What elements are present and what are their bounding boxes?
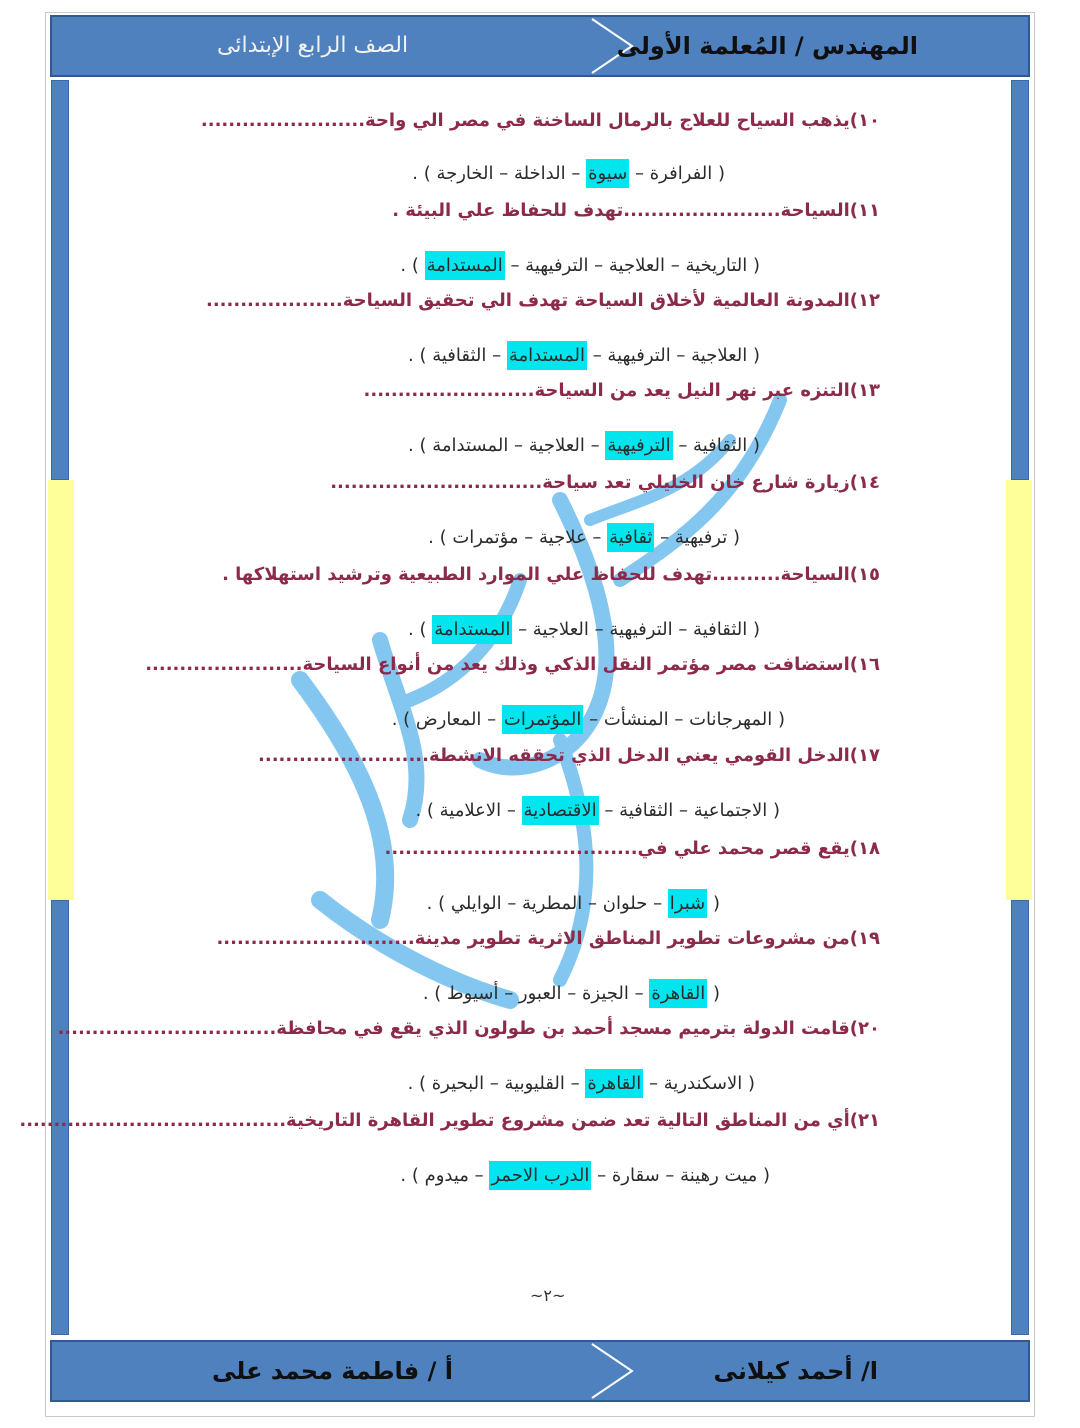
options-20	[408, 1073, 755, 1094]
options-text: ) .	[400, 255, 425, 276]
options-text: – المعارض ) .	[391, 709, 502, 730]
options-text: ( ترفيهية –	[654, 527, 740, 548]
options-text: ( العلاجية – الترفيهية –	[586, 345, 760, 366]
answer-highlight: المؤتمرات	[502, 705, 583, 734]
options-18	[427, 893, 720, 914]
options-text: ( الثقافية –	[672, 435, 760, 456]
answer-highlight: المستدامة	[432, 615, 512, 644]
right-side-strip-top	[1011, 80, 1029, 480]
footer-divider-chevron	[572, 1342, 662, 1400]
question-18: ١٨)يقع قصر محمد علي في.....................................	[384, 838, 880, 859]
options-text: – الاعلامية ) .	[415, 800, 522, 821]
questions-area	[19, 0, 980, 1300]
left-side-strip-top	[51, 80, 69, 480]
answer-highlight: القاهرة	[649, 979, 707, 1008]
options-10	[412, 163, 725, 184]
options-text: – الجيزة – العبور – أسيوط ) .	[422, 983, 650, 1004]
right-side-strip-yellow	[1006, 480, 1032, 900]
footer-left-name: أ / فاطمة محمد على	[212, 1357, 453, 1385]
answer-highlight: القاهرة	[585, 1069, 643, 1098]
right-side-strip-bottom	[1011, 900, 1029, 1335]
question-13: ١٣)التنزه عبر نهر النيل يعد من السياحة.........................	[363, 380, 880, 401]
options-12	[408, 345, 760, 366]
options-text: ( الاسكندرية –	[643, 1073, 755, 1094]
options-16	[392, 709, 785, 730]
options-text: (	[707, 983, 720, 1004]
options-11	[400, 255, 760, 276]
page-number: ~٢~	[530, 1286, 566, 1305]
options-text: ( ميت رهينة – سقارة –	[591, 1165, 770, 1186]
options-text: – علاجية – مؤتمرات ) .	[428, 527, 608, 548]
answer-highlight: المستدامة	[507, 341, 587, 370]
question-12: ١٢)المدونة العالمية لأخلاق السياحة تهدف الي تحقيق السياحة....................	[206, 290, 880, 311]
question-17: ١٧)الدخل القومي يعني الدخل الذي تحققه الانشطة.........................	[258, 745, 880, 766]
answer-highlight: المستدامة	[425, 251, 505, 280]
question-11: ١١)السياحة.......................تهدف للحفاظ علي البيئة .	[392, 200, 880, 221]
options-text: – القليوبية – البحيرة ) .	[407, 1073, 586, 1094]
options-text: ( الفرافرة –	[629, 163, 725, 184]
options-13	[408, 435, 760, 456]
header-grade-label: الصف الرابع الإبتدائى	[217, 33, 409, 58]
answer-highlight: شبرا	[668, 889, 707, 918]
left-side-strip-yellow	[48, 480, 74, 900]
options-text: – العلاجية – المستدامة ) .	[408, 435, 606, 456]
options-19	[423, 983, 720, 1004]
footer-right-name: ا/ أحمد كيلانى	[713, 1357, 878, 1385]
question-15: ١٥)السياحة..........تهدف للحفاظ علي الموارد الطبيعية وترشيد استهلاكها .	[222, 564, 880, 585]
answer-highlight: ثقافية	[607, 523, 654, 552]
options-text: ( المهرجانات – المنشأت –	[583, 709, 785, 730]
options-text: ( الثقافية – الترفيهية – العلاجية –	[512, 619, 760, 640]
options-text: (	[707, 893, 720, 914]
options-text: ( التاريخية – العلاجية – الترفيهية –	[504, 255, 760, 276]
question-10: ١٠)يذهب السياح للعلاج بالرمال الساخنة في مصر الي واحة........................	[200, 110, 880, 131]
question-16: ١٦)استضافت مصر مؤتمر النقل الذكي وذلك يعد من أنواع السياحة.......................	[145, 654, 880, 675]
answer-highlight: الدرب الاحمر	[489, 1161, 591, 1190]
question-20: ٢٠)قامت الدولة بترميم مسجد أحمد بن طولون الذي يقع في محافظة................................	[57, 1018, 880, 1039]
options-17	[415, 800, 780, 821]
answer-highlight: الاقتصادية	[522, 796, 599, 825]
question-21: ٢١)أي من المناطق التالية تعد ضمن مشروع تطوير القاهرة التاريخية.......................................	[19, 1110, 880, 1131]
options-text: – ميدوم ) .	[400, 1165, 490, 1186]
header-teacher-label: المهندس / المُعلمة الأولى	[616, 32, 918, 60]
question-14: ١٤)زيارة شارع خان الخليلي تعد سياحة...............................	[330, 472, 880, 493]
options-text: – حلوان – المطرية – الوايلي ) .	[426, 893, 668, 914]
options-15	[408, 619, 760, 640]
options-21	[400, 1165, 770, 1186]
options-14	[428, 527, 740, 548]
options-text: ( الاجتماعية – الثقافية –	[598, 800, 780, 821]
footer-bar	[50, 1340, 1030, 1402]
answer-highlight: سيوة	[586, 159, 629, 188]
answer-highlight: الترفيهية	[605, 431, 672, 460]
options-text: – الداخلة – الخارجة ) .	[412, 163, 587, 184]
question-19: ١٩)من مشروعات تطوير المناطق الاثرية تطوير مدينة.............................	[216, 928, 880, 949]
options-text: ) .	[408, 619, 433, 640]
options-text: – الثقافية ) .	[408, 345, 507, 366]
